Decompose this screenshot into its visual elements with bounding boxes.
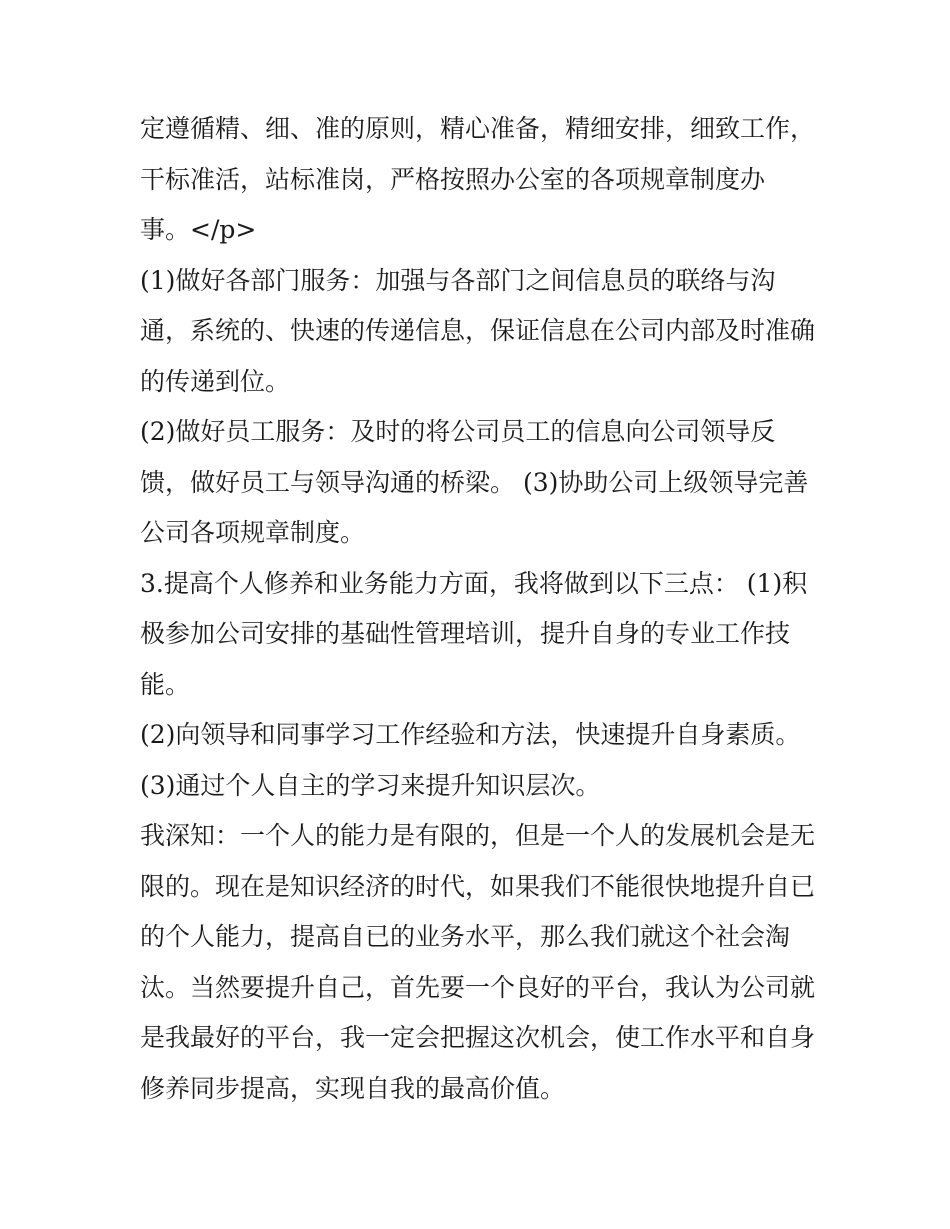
text-line: 能。 bbox=[140, 669, 191, 699]
text-line: 的传递到位。 bbox=[140, 366, 291, 396]
text-line: 公司各项规章制度。 bbox=[140, 518, 366, 547]
text-line: 通，系统的、快速的传递信息，保证信息在公司内部及时准确 bbox=[140, 316, 816, 345]
text-line: 我深知：一个人的能力是有限的，但是一个人的发展机会是无 bbox=[140, 821, 816, 850]
text-line: 馈，做好员工与领导沟通的桥梁。 (3)协助公司上级领导完善 bbox=[140, 467, 809, 497]
text-line: 事。</p> bbox=[140, 215, 257, 244]
text-line: 的个人能力，提高自已的业务水平，那么我们就这个社会淘 bbox=[140, 922, 791, 951]
text-line: 限的。现在是知识经济的时代，如果我们不能很快地提升自已 bbox=[140, 871, 816, 901]
text-line: 3.提高个人修养和业务能力方面，我将做到以下三点： (1)积 bbox=[140, 568, 808, 598]
text-line: 极参加公司安排的基础性管理培训，提升自身的专业工作技 bbox=[140, 619, 791, 648]
text-line: 修养同步提高，实现自我的最高价值。 bbox=[140, 1073, 566, 1103]
text-line: (2)做好员工服务：及时的将公司员工的信息向公司领导反 bbox=[140, 417, 776, 446]
text-line: 定遵循精、细、准的原则，精心准备，精细安排，细致工作， bbox=[140, 114, 816, 143]
text-line: (3)通过个人自主的学习来提升知识层次。 bbox=[140, 770, 601, 800]
document-body bbox=[140, 104, 820, 1114]
text-line: 是我最好的平台，我一定会把握这次机会，使工作水平和自身 bbox=[140, 1023, 816, 1052]
text-line: (1)做好各部门服务：加强与各部门之间信息员的联络与沟 bbox=[140, 265, 776, 295]
text-line: 汰。当然要提升自己，首先要一个良好的平台，我认为公司就 bbox=[140, 972, 816, 1002]
text-line: (2)向领导和同事学习工作经验和方法，快速提升自身素质。 bbox=[140, 720, 801, 749]
text-line: 干标准活，站标准岗，严格按照办公室的各项规章制度办 bbox=[140, 164, 766, 194]
